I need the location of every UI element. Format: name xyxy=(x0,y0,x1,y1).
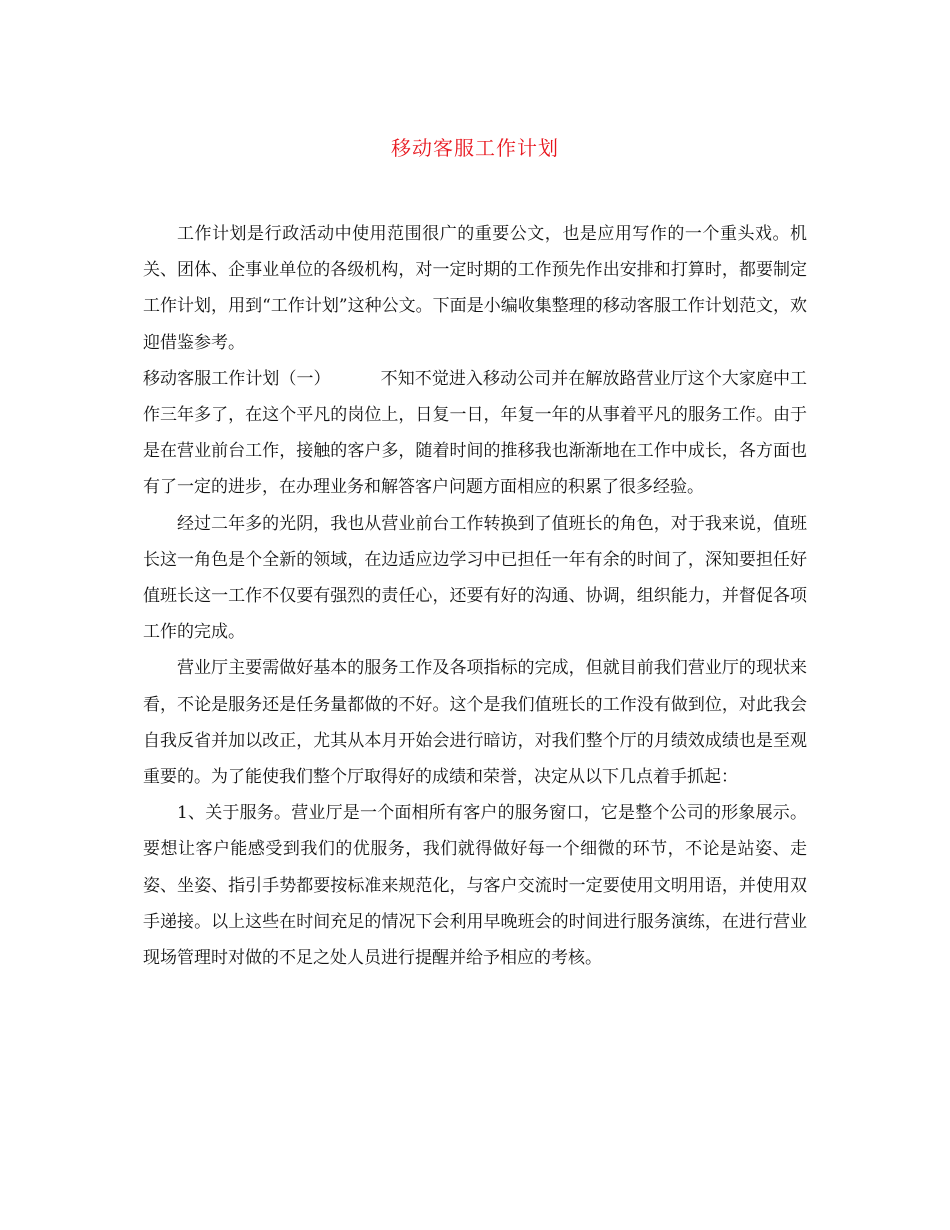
document-title: 移动客服工作计划 xyxy=(391,136,559,160)
document-body xyxy=(143,216,807,976)
section-first-text: 不知不觉进入移动公司并在解放路营业厅这个大家庭中工作三年多了，在这个平凡的岗位上，日复一日，年复一年的从事着平凡的服务工作。由于是在营业前台工作，接触的客户多，随着时间的推移我也渐渐地在工作中成长，各方面也有了一定的进步，在办理业务和解答客户问题方面相应的积累了很多经验。 xyxy=(143,368,808,498)
section-title: 移动客服工作计划（一） xyxy=(143,368,331,389)
body-paragraph: 营业厅主要需做好基本的服务工作及各项指标的完成，但就目前我们营业厅的现状来看，不论是服务还是任务量都做的不好。这个是我们值班长的工作没有做到位，对此我会自我反省并加以改正，尤其从本月开始会进行暗访，对我们整个厅的月绩效成绩也是至观重要的。为了能使我们整个厅取得好的成绩和荣誉，决定从以下几点着手抓起： xyxy=(143,658,807,788)
section-paragraph xyxy=(143,361,807,506)
body-paragraph: 1、关于服务。营业厅是一个面相所有客户的服务窗口，它是整个公司的形象展示。要想让客户能感受到我们的优服务，我们就得做好每一个细微的环节，不论是站姿、走姿、坐姿、指引手势都要按标准来规范化，与客户交流时一定要使用文明用语，并使用双手递接。以上这些在时间充足的情况下会利用早晚班会的时间进行服务演练，在进行营业现场管理时对做的不足之处人员进行提醒并给予相应的考核。 xyxy=(143,803,807,969)
intro-paragraph: 工作计划是行政活动中使用范围很广的重要公文，也是应用写作的一个重头戏。机关、团体、企事业单位的各级机构，对一定时期的工作预先作出安排和打算时，都要制定工作计划，用到“工作计划”这种公文。下面是小编收集整理的移动客服工作计划范文，欢迎借鉴参考。 xyxy=(143,224,807,353)
body-paragraph: 经过二年多的光阴，我也从营业前台工作转换到了值班长的角色，对于我来说，值班长这一角色是个全新的领域，在边适应边学习中已担任一年有余的时间了，深知要担任好值班长这一工作不仅要有强烈的责任心，还要有好的沟通、协调，组织能力，并督促各项工作的完成。 xyxy=(143,513,807,643)
